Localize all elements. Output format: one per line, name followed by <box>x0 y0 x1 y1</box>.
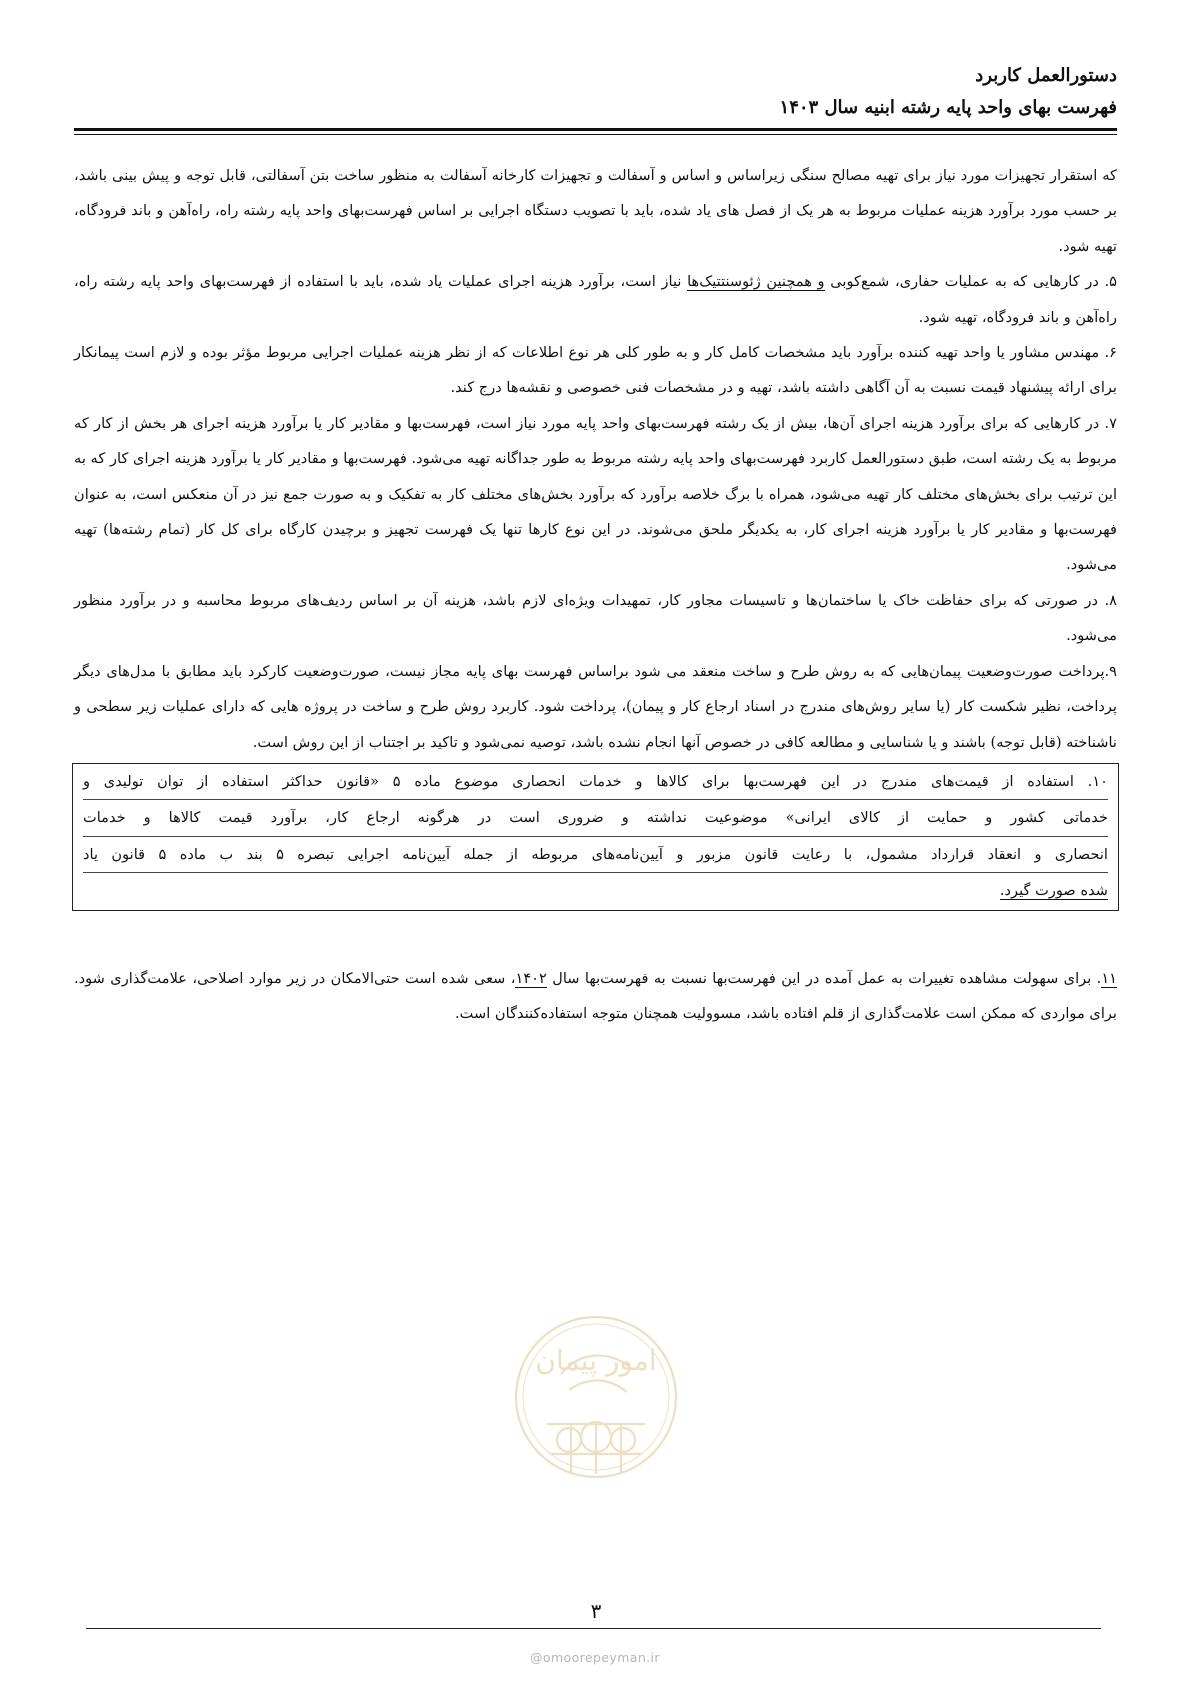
page-number: ۳ <box>572 1598 620 1624</box>
paragraph-6: ۶. مهندس مشاور یا واحد تهیه کننده برآورد باید مشخصات کامل کار و به طور کلی هر نوع اطلاعات که از نظر هزینه عملیات اجرایی مربوط مؤثر بوده و لازم است پیمانکار برای ارائه پیشنهاد قیمت نسبت به آن آگاهی داشته باشد، تهیه و در مشخصات فنی خصوصی و نقشه‌ها درج کند. <box>74 344 1117 397</box>
paragraph-5-start: ۵. در کارهایی که به عملیات حفاری، شمع‌کوبی <box>824 273 1117 291</box>
paragraph-10-line: انحصاری و انعقاد قرارداد مشمول، با رعایت قانون مزبور و آیین‌نامه‌های مربوطه از جمله آیین‌نامه اجرایی تبصره ۵ بند ب ماده ۵ قانون یاد <box>83 837 1108 873</box>
body-text <box>74 158 1117 1031</box>
footer-rule <box>86 1628 1101 1629</box>
header-subtitle: فهرست بهای واحد پایه رشته ابنیه سال ۱۴۰۳ <box>779 97 1117 118</box>
paragraph-11-part-a: . برای سهولت مشاهده تغییرات به عمل آمده در این فهرست‌بها نسبت به فهرست‌بها سال <box>546 969 1102 987</box>
paragraph-5-underlined: و همچنین ژئوسنتتیک‌ها <box>687 273 825 291</box>
paragraph-5-end: نیاز است، برآورد هزینه اجرای عملیات یاد شده، باید با استفاده از فهرست‌بهای واحد پایه رشته راه، راه‌آهن و باند فرودگاه، تهیه شود. <box>74 273 1117 326</box>
header-title: دستورالعمل کاربرد <box>975 65 1117 86</box>
paragraph-5 <box>74 264 1117 335</box>
paragraph-10-line: خدماتی کشور و حمایت از کالای ایرانی» موضوعیت نداشته و ضروری است در هرگونه ارجاع کار، برآورد قیمت کالاها و خدمات <box>83 800 1108 836</box>
paragraph-11-part-b: ، سعی شده است حتی‌الامکان در زیر موارد اصلاحی، علامت‌گذاری شود. برای مواردی که ممکن است علامت‌گذاری از قلم افتاده باشد، مسوولیت همچنان متوجه استفاده‌کنندگان است. <box>74 969 1117 1022</box>
site-watermark: @omoorepeyman.ir <box>530 1650 660 1665</box>
header-rule-thick <box>74 128 1117 131</box>
paragraph-11 <box>74 961 1117 1032</box>
paragraph-10-line: ۱۰. استفاده از قیمت‌های مندرج در این فهرست‌بها برای کالاها و خدمات انحصاری موضوع ماده ۵ «قانون حداکثر استفاده از توان تولیدی و <box>83 764 1108 800</box>
page-header <box>74 60 1117 124</box>
header-rule-thin <box>74 134 1117 135</box>
watermark-logo-icon <box>511 1312 681 1482</box>
paragraph-10-line <box>83 873 1108 908</box>
paragraph-intro: که استقرار تجهیزات مورد نیاز برای تهیه مصالح سنگی زیراساس و اساس و آسفالت و تجهیزات کارخانه آسفالت به منظور ساخت بتن آسفالتی، قابل توجه و پیش بینی باشد، بر حسب مورد برآورد هزینه عملیات مربوط به هر یک از فصل های یاد شده، باید با تصویب دستگاه اجرایی بر اساس فهرست‌بهای واحد پایه رشته راه، راه‌آهن و باند فرودگاه، تهیه شود. <box>74 167 1117 255</box>
paragraph-10-box <box>72 763 1119 911</box>
paragraph-10-last-line: شده صورت گیرد. <box>999 882 1108 900</box>
paragraph-11-number: ۱۱ <box>1101 969 1117 987</box>
paragraph-8: ۸. در صورتی که برای حفاظت خاک یا ساختمان‌ها و تاسیسات مجاور کار، تمهیدات ویژه‌ای لازم باشد، هزینه آن بر اساس ردیف‌های مربوط محاسبه و در برآورد منظور می‌شود. <box>74 591 1117 645</box>
paragraph-7: ۷. در کارهایی که برای برآورد هزینه اجرای آن‌ها، بیش از یک رشته فهرست‌بهای واحد پایه مورد نیاز است، فهرست‌بها و مقادیر کار یا برآورد هزینه اجرای هر بخش از کار که مربوط به یک رشته است، طبق دستورالعمل کاربرد فهرست‌بهای واحد پایه رشته مربوط به طور جداگانه تهیه می‌شود. فهرست‌بها و مقادیر کار یا برآورد هزینه اجرای کار که به این ترتیب برای بخش‌های مختلف کار تهیه می‌شود، همراه با برگ خلاصه برآورد که برآورد بخش‌های مختلف کار به تفکیک و به صورت جمع نیز در آن منعکس است، به عنوان فهرست‌بها و مقادیر کار یا برآورد هزینه اجرای کار، به یکدیگر ملحق می‌شوند. در این نوع کارها تنها یک فهرست تجهیز و برچیدن کارگاه برای کل کار (تمام رشته‌ها) تهیه می‌شود. <box>74 414 1117 574</box>
watermark-logo-text: امور پیمان <box>535 1344 657 1377</box>
paragraph-11-year: ۱۴۰۲ <box>515 969 547 987</box>
paragraph-9: ۹.پرداخت صورت‌وضعیت پیمان‌هایی که به روش طرح و ساخت منعقد می شود براساس فهرست بهای پایه مجاز نیست، صورت‌وضعیت کارکرد باید مطابق با مدل‌های دیگر پرداخت، نظیر شکست کار (یا سایر روش‌های مندرج در اسناد ارجاع کار و پیمان)، پرداخت شود. کاربرد روش طرح و ساخت در پروژه هایی که دارای عملیات زیر سطحی و ناشناخته (قابل توجه) باشند و یا شناسایی و مطالعه کافی در خصوص آنها انجام نشده باشد، توصیه نمی‌شود و تاکید بر اجتناب از این روش است. <box>74 662 1117 751</box>
